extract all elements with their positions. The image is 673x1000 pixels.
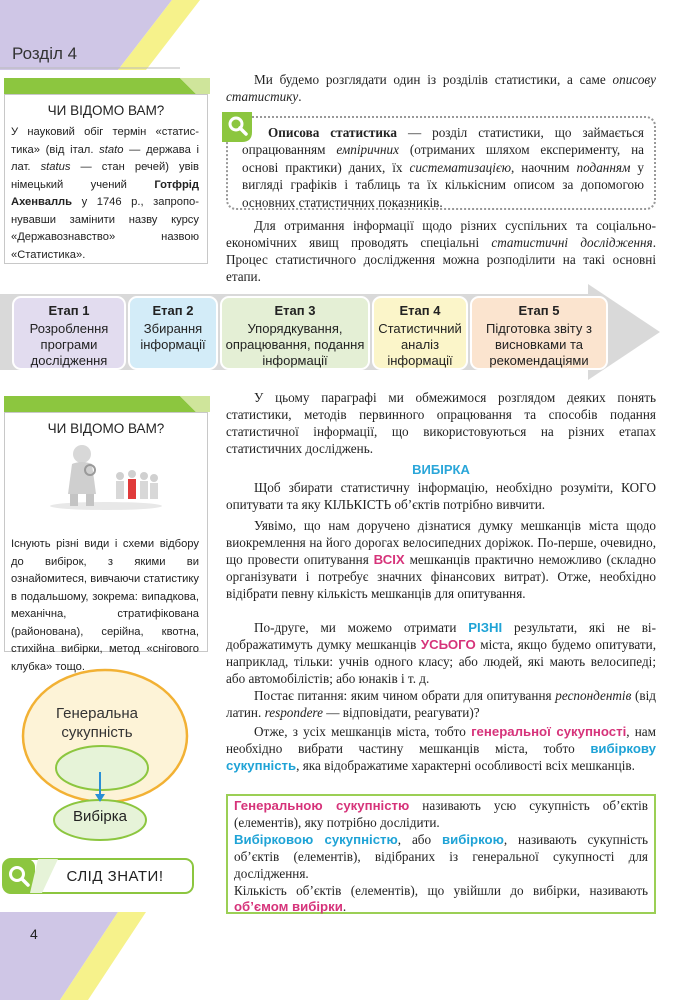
must-know-label: СЛІД ЗНАТИ! bbox=[66, 868, 164, 885]
did-you-know-box-1 bbox=[4, 94, 208, 264]
stage-5 bbox=[470, 296, 608, 370]
did-you-know-title: ЧИ ВІДОМО ВАМ? bbox=[47, 103, 165, 118]
intro-paragraph: Ми будемо розглядати один із розділів статистики, а саме описову статистику. bbox=[226, 72, 656, 104]
stage-label: Етап 3 bbox=[274, 303, 316, 318]
stage-text: Підготовка звіту з висновками та рекомендаціями bbox=[486, 321, 592, 368]
sidebar-tab-decoration bbox=[4, 74, 210, 94]
stage-label: Етап 5 bbox=[518, 303, 560, 318]
small-people bbox=[116, 470, 158, 499]
sample-paragraph: Щоб збирати статистичну інформацію, необхідно розуміти, КОГО опитувати та яку КІЛЬКІСТЬ об’єктів потрібно вивчити. bbox=[226, 480, 656, 512]
section-title: Розділ 4 bbox=[12, 44, 78, 63]
imagine-paragraph: Уявімо, що нам доручено дізнатися думку мешканців міста щодо виокремлення на його дорогах велосипедних доріжок. По-перше, очевидно, що провести опитування ВСІХ мешканців практично неможливо (складно організувати і потребує значних фінансових витрат). Отже, необхідно відібрати певну кількість мешканців для опитування. bbox=[226, 518, 656, 601]
thus-paragraph: Отже, з усіх мешканців міста, тобто генеральної сукупності, нам необхідно вибрати частину мешканців міста, тобто вибіркову сукупність, яка відображатиме характерні особливості всіх мешканців. bbox=[226, 724, 656, 773]
stage-text: Упорядкування, опрацювання, подання інформації bbox=[225, 321, 365, 368]
question-paragraph: Постає питання: яким чином обрати для опитування респондентів (від латин. respondere — відповідати, реагувати)? bbox=[226, 688, 656, 720]
venn-general-population-label: Генеральна сукупність bbox=[56, 705, 138, 741]
limit-paragraph: У цьому параграфі ми обмежимося розглядом деяких понять статистики, методів первинного опрацювання та способів подання статистичної інформації, що використовуються на різних етапах статистичних досліджень. bbox=[226, 390, 656, 456]
did-you-know-box-2 bbox=[4, 412, 208, 673]
stage-text: Розроблення програми дослідження bbox=[29, 321, 109, 368]
research-paragraph: Для отримання інформації щодо різних суспільних та соціально-економічних явищ проводять спеціальні статистичні дослідження. Процес статистичного дослідження можна розподілити на такі основні етапи. bbox=[226, 218, 656, 284]
definition-sample: Вибірковою сукупністю, або вибіркою, називають сукупність об’єктів (елементів), відібраних із генеральної сукупності для дослідження. bbox=[234, 831, 648, 881]
stage-label: Етап 4 bbox=[399, 303, 441, 318]
stage-4 bbox=[372, 296, 468, 370]
stage-3 bbox=[220, 296, 370, 370]
stage-1 bbox=[12, 296, 126, 370]
definition-box: Описова статистика — розділ статистики, що займається опрацюванням емпіричних (отриманих шляхом експерименту, на основі практики) даних, їх систематизацією, наочним поданням у вигляді графіків і таблиць та їх кількісним описом за допомогою основних статистичних показників. bbox=[226, 116, 656, 210]
sidebar-tab-decoration bbox=[4, 392, 210, 412]
people-survey-illustration bbox=[46, 440, 166, 510]
definition-sample-size: Кількість об’єктів (елементів), що увійшли до вибірки, називають об’ємом вибірки. bbox=[234, 882, 648, 915]
definitions-box bbox=[226, 794, 656, 914]
magnifier-icon bbox=[222, 112, 252, 142]
definition-general-population: Генеральною сукупністю називають усю сукупність об’єктів (елементів), яку потрібно дослідити. bbox=[234, 798, 649, 830]
page-number: 4 bbox=[30, 926, 38, 942]
did-you-know-text: У науковий обіг термін «статистика» (від італ. stato — держава і лат. status — стан речей) увів німецький учений Готфрід Ахенвалль у 1746 р., запропонувавши замінити назву курсу «Державознавство» назвою «Статистика». bbox=[11, 126, 200, 261]
header-decoration bbox=[0, 0, 673, 70]
venn-sample-label: Вибірка bbox=[73, 808, 127, 825]
stage-text: Збирання інформації bbox=[140, 321, 206, 352]
second-paragraph: По-друге, ми можемо отримати РІЗНІ результати, які не відображатимуть думку мешканців УСЬОГО міста, якщо будемо опитувати, наприклад, тільки: учнів одного класу; або людей, які мають велосипеді; або автомобілістів; або юнаків і т. д. bbox=[226, 620, 656, 686]
stage-2 bbox=[128, 296, 218, 370]
sample-section-title: ВИБІРКА bbox=[412, 462, 470, 477]
stage-label: Етап 1 bbox=[48, 303, 90, 318]
stage-text: Статистичний аналіз інформації bbox=[378, 321, 462, 368]
did-you-know-title: ЧИ ВІДОМО ВАМ? bbox=[47, 421, 165, 436]
did-you-know-text: Існують різні види і схеми відбору до вибірок, з якими ви ознайомитеся, вивчаючи статистику в подальшому, зокрема: випадкова, механічна, стратифікована (районована), серійна, квотна, стихійна вибірки, метод «снігового клубка» тощо. bbox=[11, 538, 199, 673]
stage-label: Етап 2 bbox=[152, 303, 194, 318]
